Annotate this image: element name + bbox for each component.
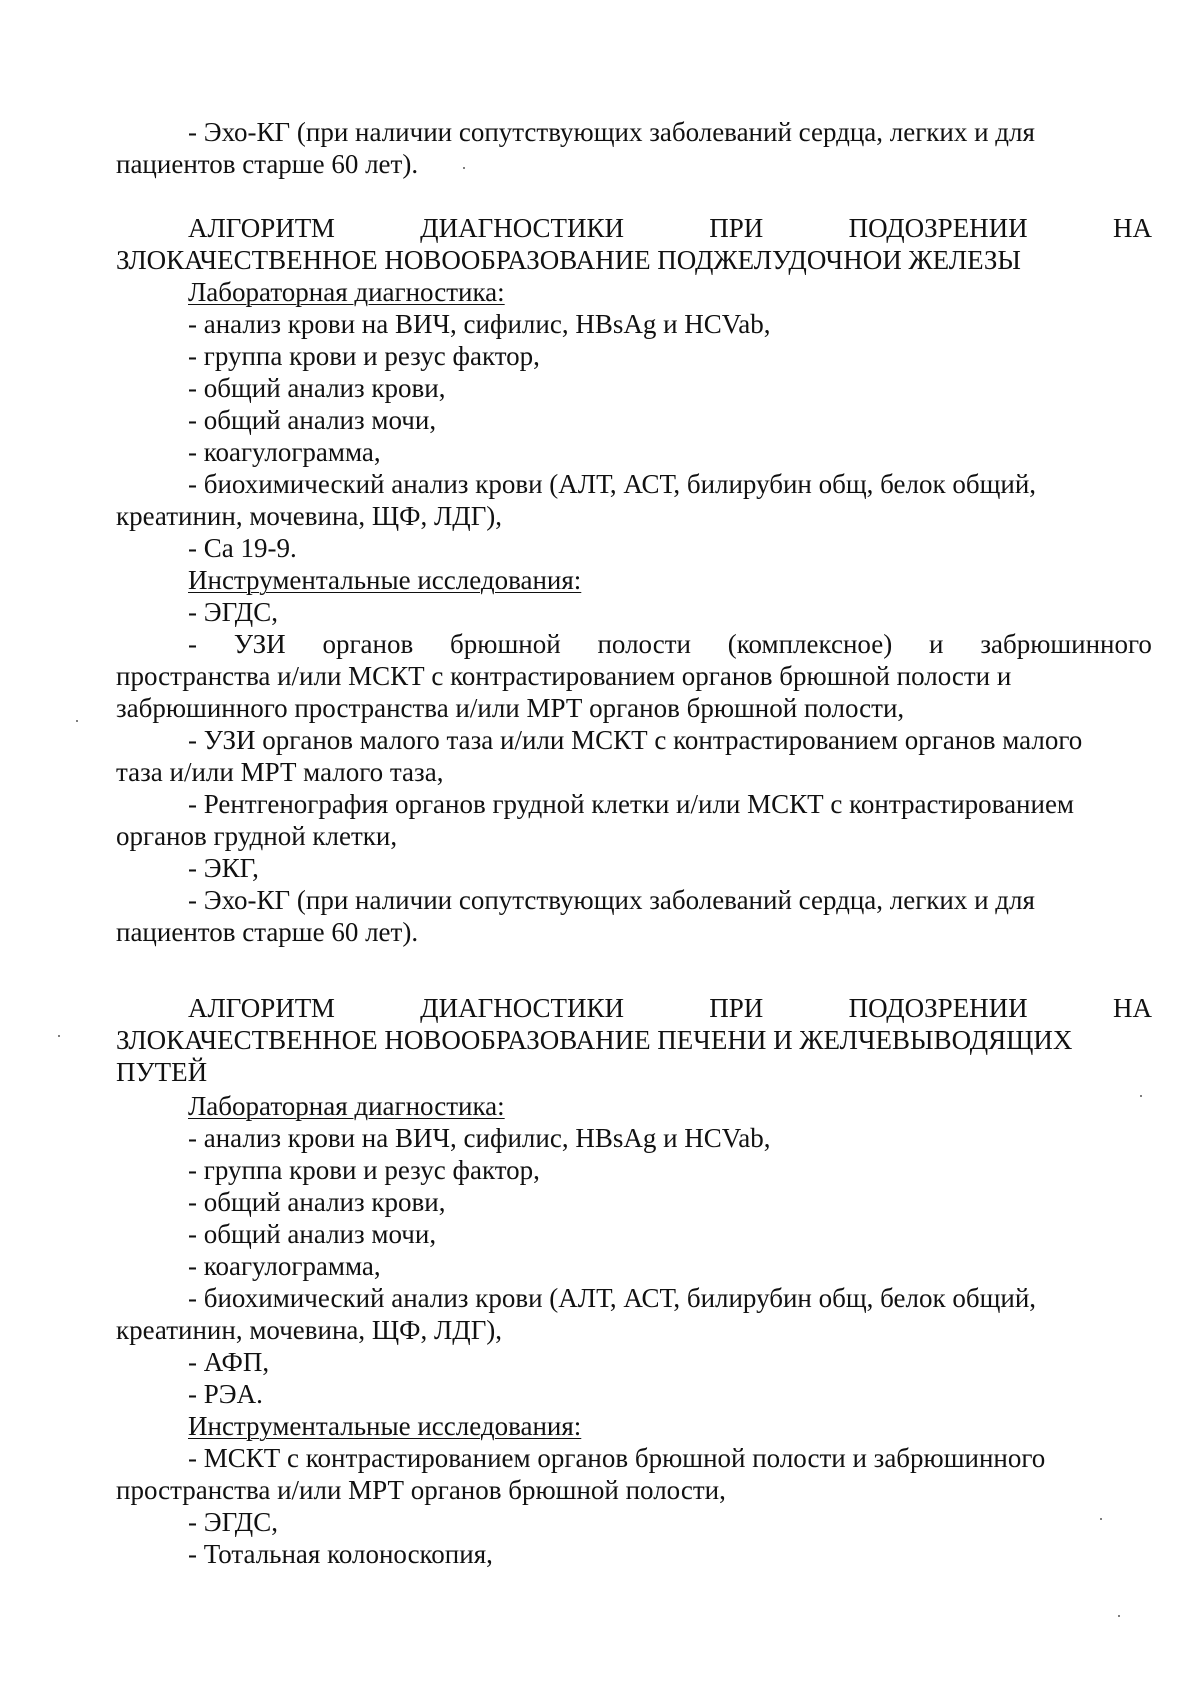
pelvis-item-line2: таза и/или МРТ малого таза, [116, 757, 444, 787]
lab-item: - общий анализ крови, [188, 1187, 446, 1217]
uzi-item-line3: забрюшинного пространства и/или МРТ органов брюшной полости, [116, 693, 905, 723]
scan-speck [463, 167, 465, 169]
section2-instr-title: Инструментальные исследования: [188, 1411, 582, 1441]
lab-item: - группа крови и резус фактор, [188, 1155, 540, 1185]
lab-item: - общий анализ мочи, [188, 1219, 437, 1249]
biochem-item-line2: креатинин, мочевина, ЩФ, ЛДГ), [116, 501, 503, 531]
uzi-word: УЗИ [233, 629, 286, 659]
echo-item-line1: - Эхо-КГ (при наличии сопутствующих заболеваний сердца, легких и для [188, 885, 1035, 915]
uzi-word: и [929, 629, 944, 659]
scan-speck [1140, 1095, 1142, 1097]
section1-lab-title: Лабораторная диагностика: [188, 277, 505, 307]
heading-word: ДИАГНОСТИКИ [420, 213, 625, 243]
lab-item: - коагулограмма, [188, 1251, 381, 1281]
ca199-item: - Са 19-9. [188, 533, 297, 563]
afp-item: - АФП, [188, 1347, 270, 1377]
section1-heading-line1 [188, 212, 1152, 244]
scan-speck [1118, 1615, 1120, 1617]
lab-item: - группа крови и резус фактор, [188, 341, 540, 371]
echo-item-line2: пациентов старше 60 лет). [116, 917, 419, 947]
msct-item-line1: - МСКТ с контрастированием органов брюшной полости и забрюшинного [188, 1443, 1046, 1473]
echo-item-line1: - Эхо-КГ (при наличии сопутствующих заболеваний сердца, легких и для [188, 117, 1035, 147]
msct-item-line2: пространства и/или МРТ органов брюшной полости, [116, 1475, 726, 1505]
section2-heading-line1 [188, 992, 1152, 1024]
scan-speck [1100, 1518, 1102, 1520]
section2-heading-line3: ПУТЕЙ [116, 1057, 208, 1087]
heading-word: АЛГОРИТМ [188, 993, 335, 1023]
heading-word: АЛГОРИТМ [188, 213, 335, 243]
heading-word: ПОДОЗРЕНИИ [848, 213, 1028, 243]
heading-word: НА [1112, 213, 1152, 243]
ekg-item: - ЭКГ, [188, 853, 259, 883]
lab-item: - анализ крови на ВИЧ, сифилис, HBsAg и HCVab, [188, 309, 771, 339]
scan-speck [76, 720, 78, 722]
uzi-word: полости [597, 629, 691, 659]
pelvis-item-line1: - УЗИ органов малого таза и/или МСКТ с контрастированием органов малого [188, 725, 1083, 755]
heading-word: НА [1112, 993, 1152, 1023]
egds-item: - ЭГДС, [188, 597, 278, 627]
section2-lab-title: Лабораторная диагностика: [188, 1091, 505, 1121]
uzi-word: - [188, 629, 197, 659]
echo-item-line2: пациентов старше 60 лет). [116, 149, 419, 179]
biochem-item-line2: креатинин, мочевина, ЩФ, ЛДГ), [116, 1315, 503, 1345]
xray-item-line1: - Рентгенография органов грудной клетки и/или МСКТ с контрастированием [188, 789, 1075, 819]
scan-speck [58, 1035, 60, 1037]
heading-word: ДИАГНОСТИКИ [420, 993, 625, 1023]
uzi-word: органов [322, 629, 414, 659]
section1-instr-title: Инструментальные исследования: [188, 565, 582, 595]
xray-item-line2: органов грудной клетки, [116, 821, 398, 851]
uzi-item-line1 [188, 628, 1152, 660]
uzi-word: забрюшинного [980, 629, 1152, 659]
uzi-word: (комплексное) [727, 629, 893, 659]
lab-item: - коагулограмма, [188, 437, 381, 467]
uzi-word: брюшной [450, 629, 561, 659]
egds-item: - ЭГДС, [188, 1507, 278, 1537]
lab-item: - анализ крови на ВИЧ, сифилис, HBsAg и HCVab, [188, 1123, 771, 1153]
colonoscopy-item: - Тотальная колоноскопия, [188, 1539, 493, 1569]
rea-item: - РЭА. [188, 1379, 263, 1409]
biochem-item-line1: - биохимический анализ крови (АЛТ, АСТ, билирубин общ, белок общий, [188, 1283, 1037, 1313]
heading-word: ПОДОЗРЕНИИ [848, 993, 1028, 1023]
lab-item: - общий анализ мочи, [188, 405, 437, 435]
uzi-item-line2: пространства и/или МСКТ с контрастированием органов брюшной полости и [116, 661, 1012, 691]
section2-heading-line2: ЗЛОКАЧЕСТВЕННОЕ НОВООБРАЗОВАНИЕ ПЕЧЕНИ И ЖЕЛЧЕВЫВОДЯЩИХ [116, 1025, 1073, 1055]
heading-word: ПРИ [709, 993, 764, 1023]
biochem-item-line1: - биохимический анализ крови (АЛТ, АСТ, билирубин общ, белок общий, [188, 469, 1037, 499]
heading-word: ПРИ [709, 213, 764, 243]
section1-heading-line2: ЗЛОКАЧЕСТВЕННОЕ НОВООБРАЗОВАНИЕ ПОДЖЕЛУДОЧНОИ ЖЕЛЕЗЫ [116, 245, 1021, 275]
lab-item: - общий анализ крови, [188, 373, 446, 403]
